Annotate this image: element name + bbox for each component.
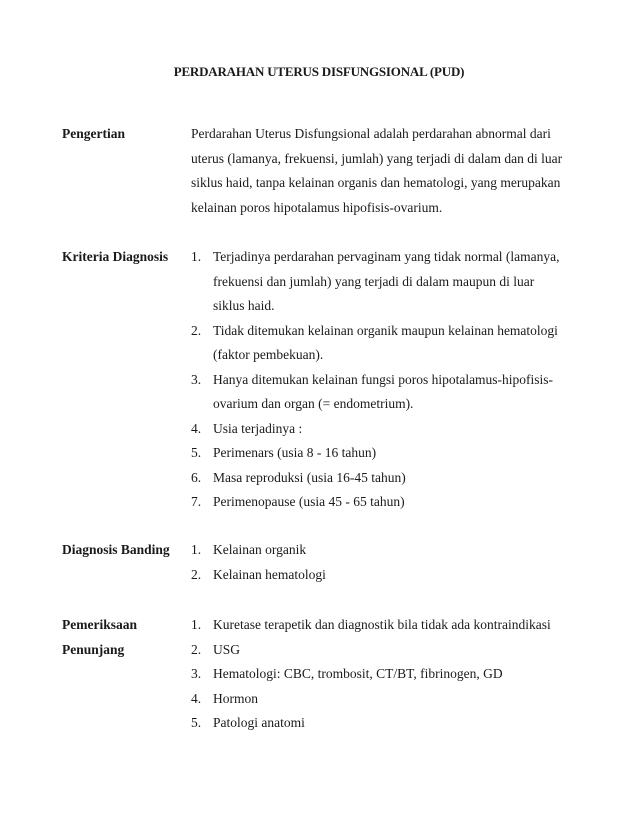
text-line: siklus haid. <box>213 298 275 313</box>
list-item <box>191 563 586 588</box>
text-line: (faktor pembekuan). <box>213 347 324 362</box>
list-item <box>191 368 586 417</box>
text-line: siklus haid, tanpa kelainan organis dan hematologi, yang merupakan <box>191 175 561 190</box>
list-number: 2. <box>191 322 202 338</box>
list-number: 3. <box>191 666 202 681</box>
list-number: 6. <box>191 469 202 485</box>
label-line: Penunjang <box>62 641 125 657</box>
list-number: 7. <box>191 494 202 509</box>
text-line: Hormon <box>213 690 258 706</box>
pemeriksaan-list <box>191 613 586 736</box>
text-line: Terjadinya perdarahan pervaginam yang tidak normal (lamanya, <box>213 249 560 264</box>
list-number: 4. <box>191 420 202 436</box>
list-item <box>191 711 586 736</box>
list-number: 2. <box>191 566 202 582</box>
list-number: 3. <box>191 371 202 387</box>
list-number: 4. <box>191 690 202 706</box>
list-number: 1. <box>191 542 202 557</box>
section-label: Pengertian <box>62 126 125 141</box>
list-number: 1. <box>191 249 202 264</box>
text-line: uterus (lamanya, frekuensi, jumlah) yang terjadi di dalam dan di luar <box>191 150 563 166</box>
list-item <box>191 441 586 466</box>
list-number: 5. <box>191 445 202 460</box>
list-item <box>191 490 586 515</box>
document-title: PERDARAHAN UTERUS DISFUNGSIONAL (PUD) <box>173 64 465 79</box>
text-line: Perimenopause (usia 45 - 65 tahun) <box>213 494 405 509</box>
list-item <box>191 687 586 712</box>
list-item <box>191 466 586 491</box>
list-number: 5. <box>191 715 202 730</box>
text-line: Tidak ditemukan kelainan organik maupun kelainan hematologi <box>213 322 558 338</box>
section-label: Kriteria Diagnosis <box>62 249 169 264</box>
text-line: Kuretase terapetik dan diagnostik bila tidak ada kontraindikasi <box>213 617 551 632</box>
list-item <box>191 417 586 442</box>
list-item <box>191 245 586 319</box>
banding-list <box>191 538 586 587</box>
label-line: Pemeriksaan <box>62 617 137 632</box>
list-item <box>191 319 586 368</box>
text-line: USG <box>213 641 241 657</box>
text-line: Perdarahan Uterus Disfungsional adalah perdarahan abnormal dari <box>191 126 551 141</box>
pemeriksaan-list-wrap <box>191 613 586 736</box>
kriteria-list-wrap <box>191 245 586 515</box>
text-line: kelainan poros hipotalamus hipofisis-ovarium. <box>191 199 443 215</box>
section-label: Diagnosis Banding <box>62 542 170 557</box>
section-label <box>62 613 187 662</box>
text-line: Hematologi: CBC, trombosit, CT/BT, fibrinogen, GD <box>213 666 503 681</box>
list-item <box>191 613 586 638</box>
definition-text <box>191 122 586 220</box>
text-line: Masa reproduksi (usia 16-45 tahun) <box>213 469 406 485</box>
text-line: Perimenars (usia 8 - 16 tahun) <box>213 445 377 460</box>
list-number: 1. <box>191 617 202 632</box>
list-item <box>191 662 586 687</box>
text-line: ovarium dan organ (= endometrium). <box>213 396 414 411</box>
text-line: Usia terjadinya : <box>213 420 303 436</box>
list-number: 2. <box>191 641 202 657</box>
banding-list-wrap <box>191 538 586 587</box>
list-item <box>191 638 586 663</box>
text-line: Hanya ditemukan kelainan fungsi poros hipotalamus-hipofisis- <box>213 371 554 387</box>
text-line: Kelainan hematologi <box>213 566 326 582</box>
text-line: Patologi anatomi <box>213 715 305 730</box>
text-line: Kelainan organik <box>213 542 307 557</box>
kriteria-list <box>191 245 586 515</box>
text-line: frekuensi dan jumlah) yang terjadi di dalam maupun di luar <box>213 273 535 289</box>
list-item <box>191 538 586 563</box>
